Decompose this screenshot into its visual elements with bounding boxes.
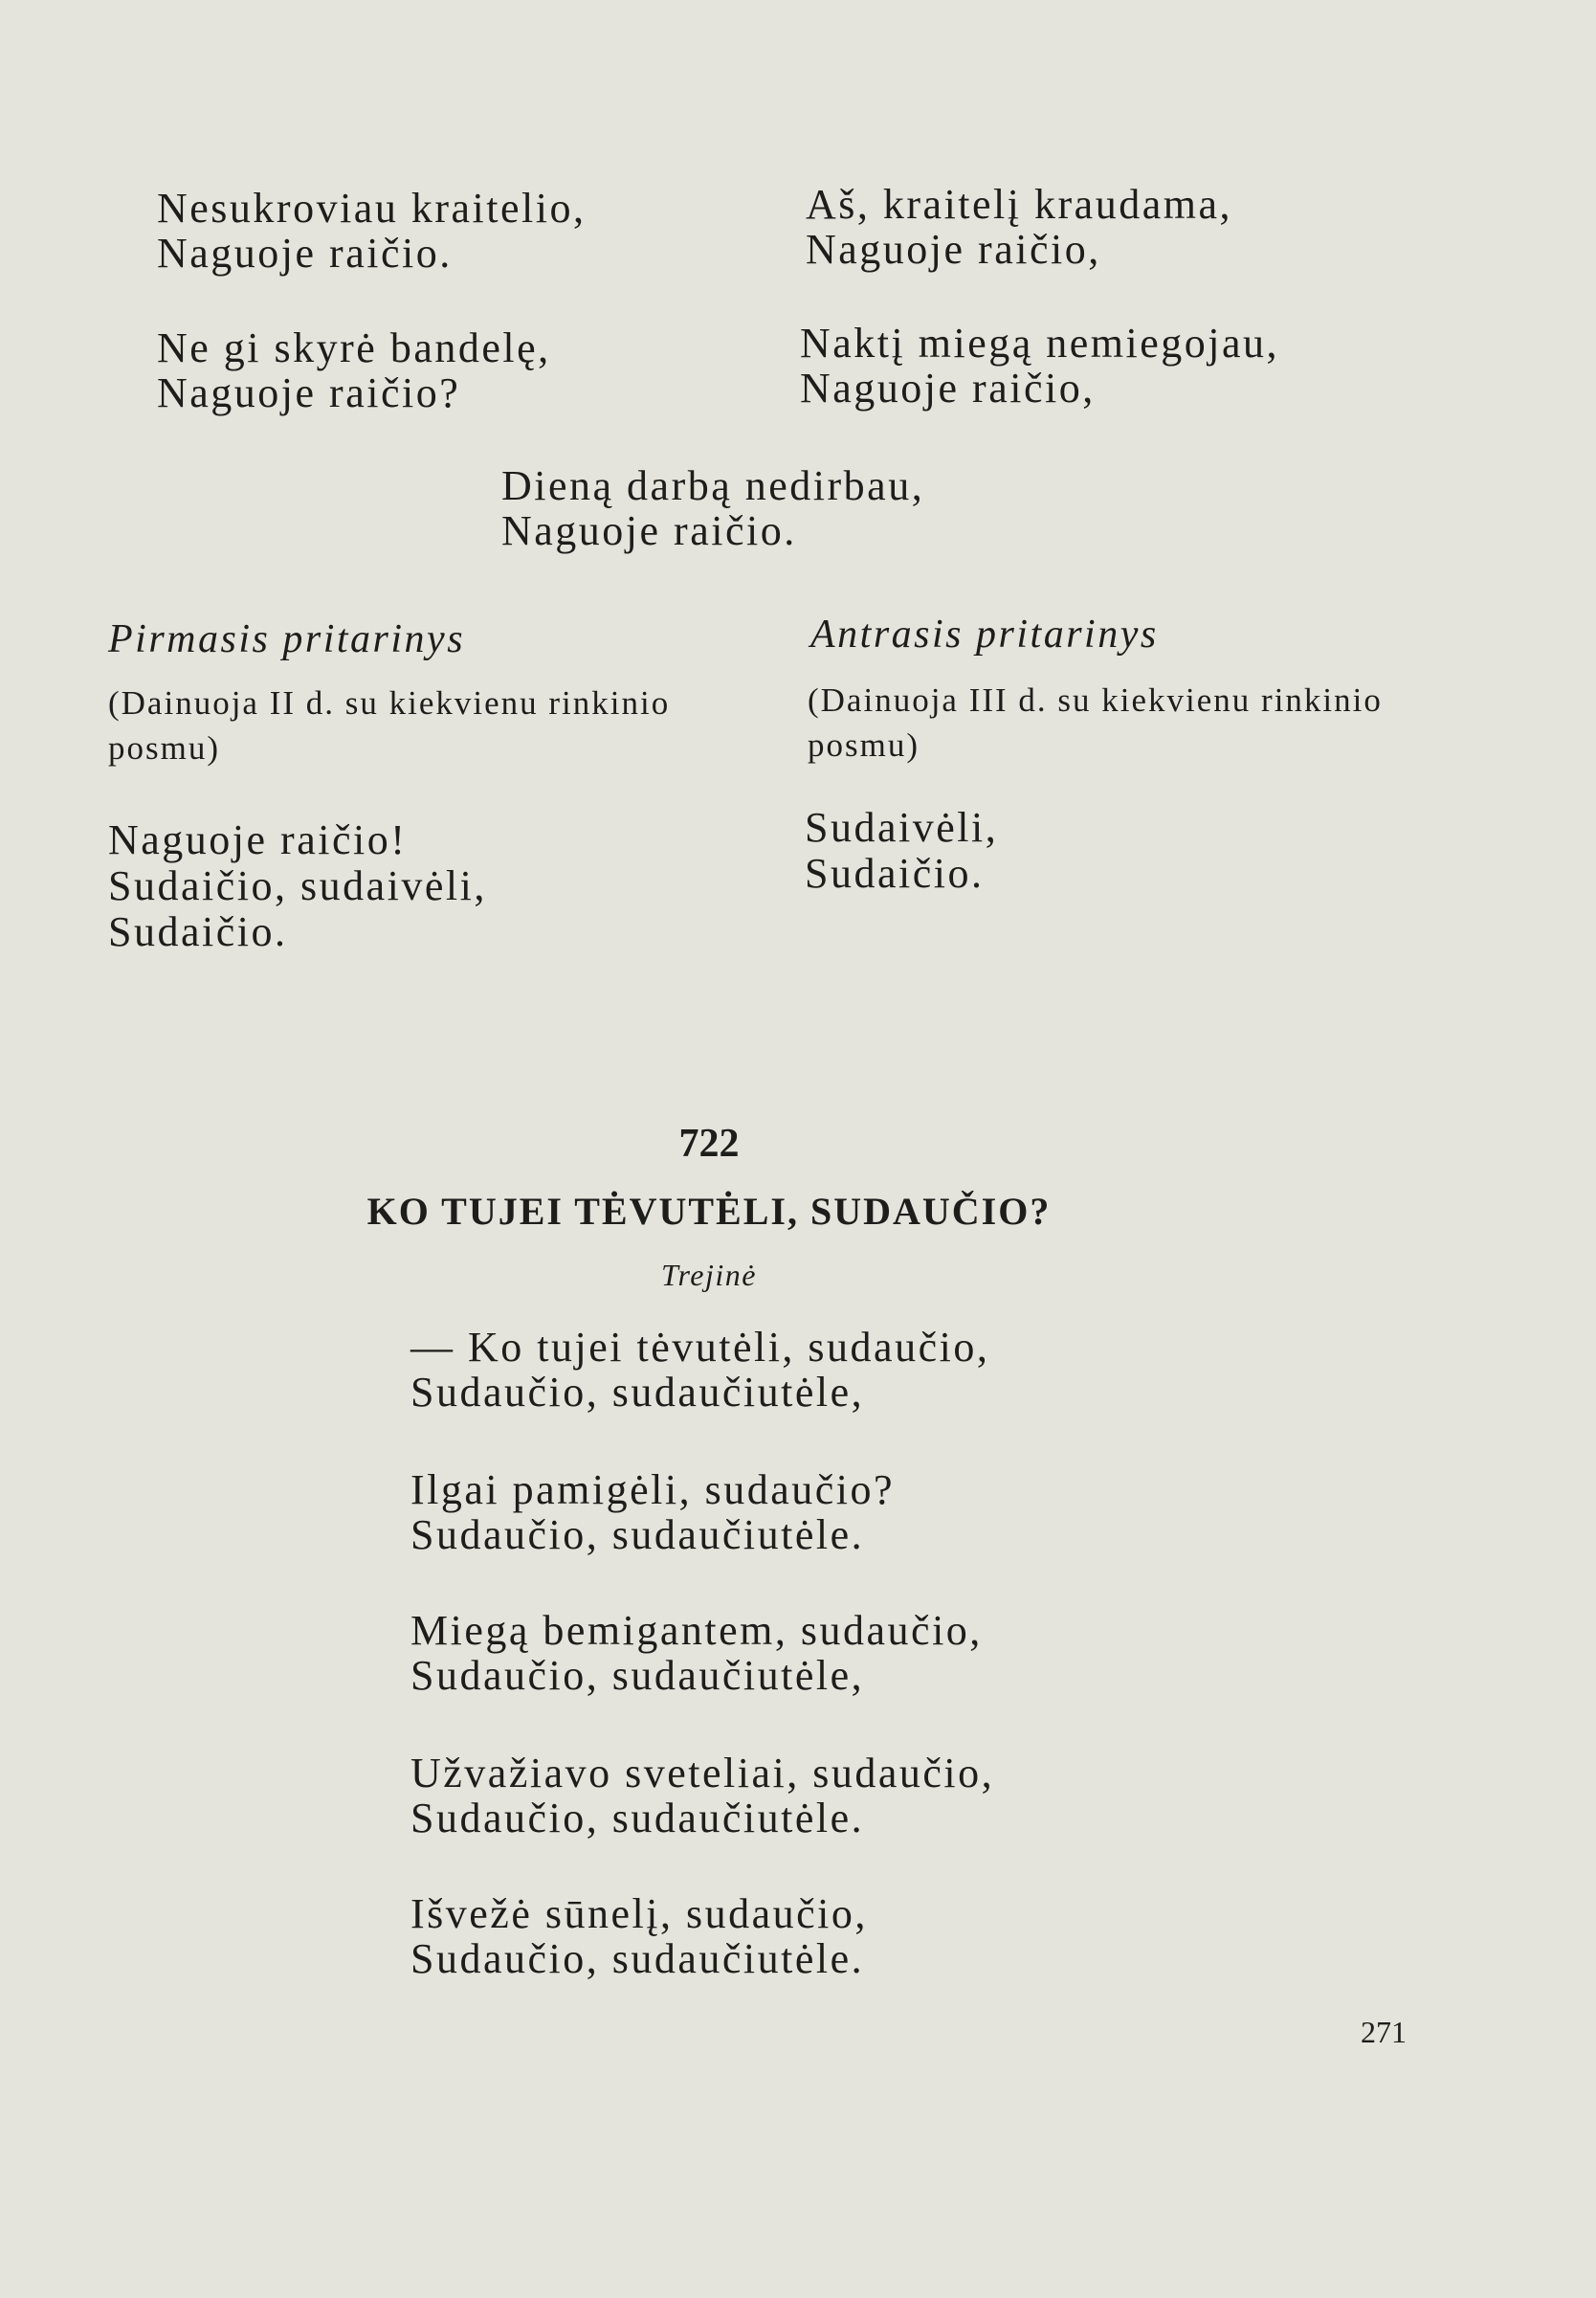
verse-line: Sudaičio, sudaivėli,	[108, 862, 487, 909]
verse-line: Ne gi skyrė bandelę,	[157, 324, 551, 371]
stanza	[157, 325, 551, 415]
verse-line: Naguoje raičio!	[108, 816, 408, 863]
verse-line: Sudaičio.	[108, 908, 288, 955]
verse-line: Sudaučio, sudaučiutėle.	[410, 1935, 865, 1982]
refrain-title: Antrasis pritarinys	[810, 613, 1159, 657]
stanza	[410, 1751, 994, 1841]
refrain-note	[808, 678, 1383, 768]
verse-line: — Ko tujei tėvutėli, sudaučio,	[410, 1324, 990, 1371]
verse-line: Sudaučio, sudaučiutėle.	[410, 1511, 865, 1558]
verse-line: Naguoje raičio,	[800, 365, 1096, 412]
note-line: (Dainuoja II d. su kiekvienu rinkinio	[108, 684, 671, 722]
verse-line: Dieną darbą nedirbau,	[501, 462, 925, 509]
verse-line: Sudaičio.	[805, 850, 985, 897]
stanza	[501, 463, 924, 553]
song-number: 722	[678, 1122, 740, 1166]
verse-line: Naguoje raičio.	[501, 507, 797, 554]
stanza	[410, 1608, 983, 1698]
verse-line: Sudaučio, sudaučiutėle,	[410, 1652, 865, 1699]
song-subtitle: Trejinė	[661, 1258, 757, 1292]
stanza	[806, 182, 1232, 272]
verse-line: Sudaivėli,	[805, 804, 999, 851]
verse-line: Užvažiavo sveteliai, sudaučio,	[410, 1750, 995, 1796]
verse-line: Naguoje raičio,	[806, 226, 1101, 273]
refrain-title: Pirmasis pritarinys	[108, 617, 466, 661]
verse-line: Naguoje raičio.	[157, 230, 453, 277]
verse-line: Ilgai pamigėli, sudaučio?	[410, 1466, 896, 1513]
song-title: KO TUJEI TĖVUTĖLI, SUDAUČIO?	[366, 1190, 1052, 1233]
verse-line: Naguoje raičio?	[157, 369, 461, 416]
stanza	[410, 1325, 989, 1415]
note-line: posmu)	[108, 729, 220, 767]
verse-line: Sudaučio, sudaučiutėle.	[410, 1795, 865, 1841]
stanza	[157, 186, 586, 276]
note-line: posmu)	[808, 726, 920, 764]
note-line: (Dainuoja III d. su kiekvienu rinkinio	[808, 681, 1383, 719]
verse-line: Naktį miegą nemiegojau,	[800, 320, 1280, 367]
stanza	[410, 1467, 895, 1557]
verse-line: Sudaučio, sudaučiutėle,	[410, 1369, 865, 1416]
verse-line: Aš, kraitelį kraudama,	[806, 181, 1232, 228]
stanza	[800, 321, 1279, 411]
refrain-text	[108, 817, 487, 955]
refrain-note	[108, 680, 670, 770]
page-number: 271	[1361, 2015, 1407, 2049]
verse-line: Nesukroviau kraitelio,	[157, 185, 587, 232]
verse-line: Išvežė sūnelį, sudaučio,	[410, 1890, 868, 1937]
stanza	[410, 1891, 868, 1981]
refrain-text	[805, 805, 998, 897]
verse-line: Miegą bemigantem, sudaučio,	[410, 1607, 983, 1654]
